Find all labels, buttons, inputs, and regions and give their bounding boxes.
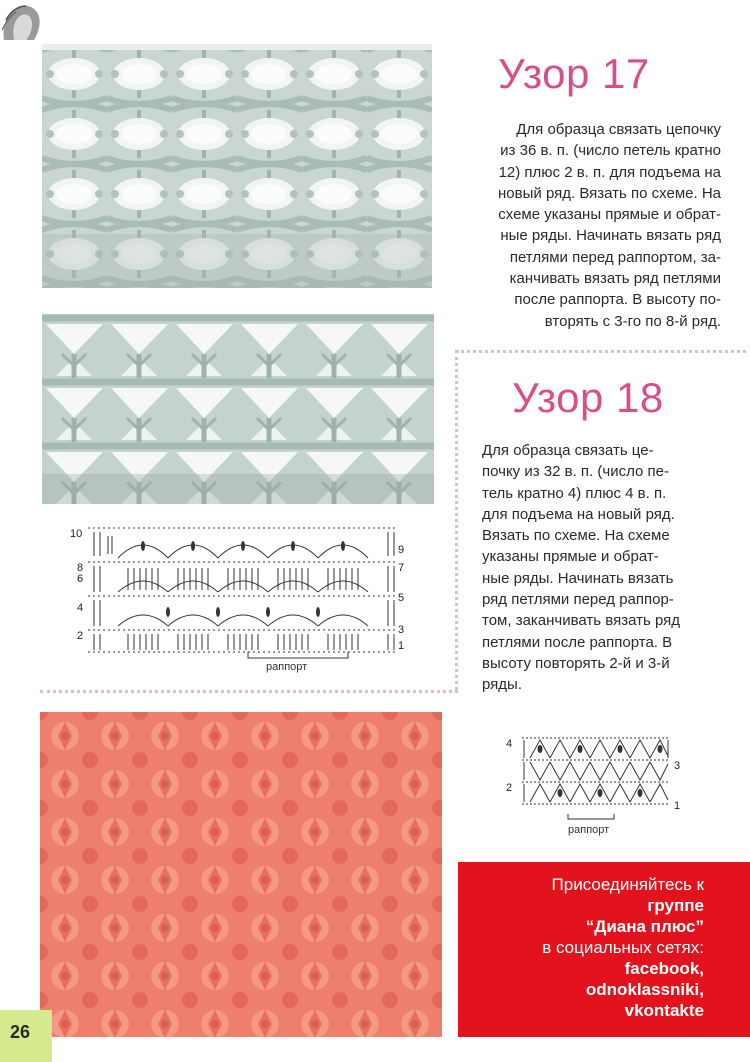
pattern18-line-7: ные ряды. Начинать вязать: [482, 569, 674, 587]
promo-link-odnoklassniki[interactable]: odnoklassniki,: [585, 980, 704, 999]
separator-dotted-vertical: [455, 350, 458, 690]
pattern17-line-5: схеме указаны прямые и обрат-: [498, 206, 721, 224]
pattern18-line-2: почку из 32 в. п. (число пе-: [482, 463, 669, 481]
promo-link-facebook[interactable]: facebook,: [624, 959, 704, 978]
page-number: 26: [10, 1022, 31, 1042]
pattern18-line-6: указаны прямые и обрат-: [482, 548, 659, 566]
pattern18-line-11: высоту повторять 2-й и 3-й: [482, 654, 670, 672]
pattern17-line-4: новый ряд. Вязать по схеме. На: [498, 184, 721, 202]
pattern18-crochet-chart: [506, 732, 686, 844]
pattern17-row-label-10: 10: [70, 528, 83, 540]
pattern18-description: [482, 440, 704, 696]
pattern18-photo: [40, 712, 442, 1037]
corner-portrait-illustration: [0, 0, 42, 40]
pattern18-row-label-4: 4: [506, 738, 513, 750]
pattern18-line-10: петлями после раппорта. В: [482, 633, 673, 651]
promo-link-vkontakte[interactable]: vkontakte: [624, 1001, 704, 1020]
pattern17-photo-top: [42, 44, 432, 288]
pattern17-photo-bottom: [42, 314, 434, 504]
pattern18-line-12: ряды.: [482, 676, 522, 694]
pattern18-title: Узор 18: [512, 374, 664, 421]
pattern17-line-2: из 36 в. п. (число петель кратно: [500, 142, 721, 160]
promo-line-social: в социальных сетях:: [542, 938, 704, 957]
pattern18-row-label-2: 2: [506, 782, 513, 794]
pattern18-rapport-label: раппорт: [568, 824, 610, 836]
pattern17-row-label-1: 1: [398, 640, 405, 652]
pattern17-line-9: после раппорта. В высоту по-: [514, 291, 721, 309]
pattern17-line-6: ные ряды. Начинать вязать ряд: [500, 227, 721, 245]
pattern18-row-label-3: 3: [674, 760, 681, 772]
pattern17-row-label-7: 7: [398, 562, 405, 574]
pattern17-line-3: 12) плюс 2 в. п. для подъема на: [498, 163, 721, 181]
pattern17-title: Узор 17: [498, 50, 650, 97]
pattern18-line-8: ряд петлями перед раппор-: [482, 591, 674, 609]
pattern17-chart-symbols: [88, 522, 398, 656]
pattern17-row-label-8: 8: [77, 562, 84, 574]
pattern17-line-8: канчивать вязать ряд петлями: [509, 270, 721, 288]
pattern18-chart-symbols: [520, 732, 672, 816]
pattern17-row-label-5: 5: [398, 592, 405, 604]
pattern18-line-1: Для образца связать це-: [482, 442, 654, 459]
pattern17-line-7: петлями перед раппортом, за-: [509, 248, 721, 266]
pattern18-rapport-bracket: [566, 814, 616, 822]
pattern17-line-1: Для образца связать цепочку: [516, 121, 721, 138]
pattern17-row-label-9: 9: [398, 544, 405, 556]
separator-dotted-middle: [40, 690, 458, 693]
social-promo-banner: [458, 862, 750, 1037]
pattern17-row-label-3: 3: [398, 624, 405, 636]
pattern17-line-10: вторять с 3-го по 8-й ряд.: [544, 312, 721, 330]
promo-line-join: Присоединяйтесь к: [551, 875, 704, 894]
pattern18-row-label-1: 1: [674, 800, 681, 812]
separator-dotted-top: [456, 350, 746, 353]
pattern17-row-label-2: 2: [77, 630, 84, 642]
pattern18-line-9: том, заканчивать вязать ряд: [482, 612, 681, 630]
pattern17-crochet-chart: [70, 522, 410, 682]
pattern17-row-label-4: 4: [77, 602, 84, 614]
promo-line-group: группе: [647, 896, 704, 915]
pattern18-line-5: Вязать по схеме. На схеме: [482, 527, 670, 545]
page-number-tab: [0, 1010, 52, 1062]
promo-line-group-name: “Диана плюс”: [585, 917, 704, 936]
pattern17-rapport-label: раппорт: [266, 661, 308, 673]
pattern17-row-label-6: 6: [77, 573, 84, 585]
pattern17-description: [453, 119, 721, 332]
pattern18-line-3: тель кратно 4) плюс 4 в. п.: [482, 484, 667, 502]
pattern18-line-4: для подъема на новый ряд.: [482, 505, 675, 523]
